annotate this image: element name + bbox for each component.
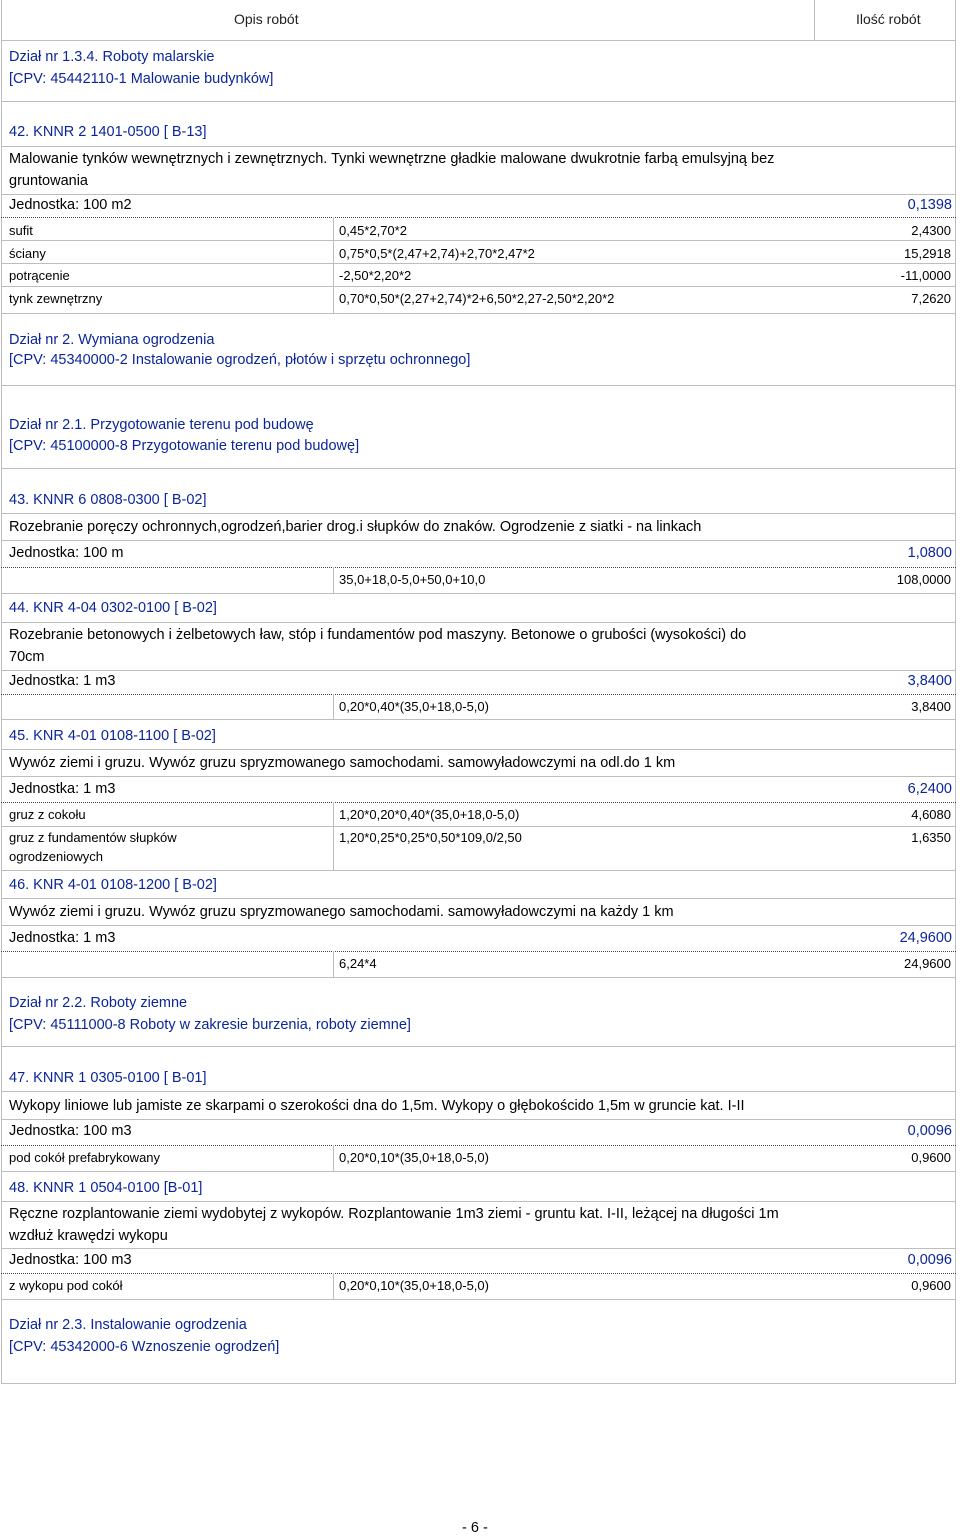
- row-rule: [1, 567, 956, 568]
- item-code: 44. KNR 4-04 0302-0100 [ B-02]: [9, 600, 217, 616]
- section-title: Dział nr 2.1. Przygotowanie terenu pod budowę: [9, 417, 314, 433]
- measure-value: -11,0000: [900, 268, 951, 283]
- row-rule: [1, 468, 956, 469]
- item-unit: Jednostka: 100 m3: [9, 1252, 132, 1268]
- row-rule: [1, 776, 956, 777]
- item-total: 24,9600: [899, 930, 952, 946]
- item-unit: Jednostka: 1 m3: [9, 930, 116, 946]
- section-title: Dział nr 2.3. Instalowanie ogrodzenia: [9, 1317, 247, 1333]
- row-rule: [1, 925, 956, 926]
- item-code: 47. KNNR 1 0305-0100 [ B-01]: [9, 1070, 207, 1086]
- measure-formula: 35,0+18,0-5,0+50,0+10,0: [339, 572, 486, 587]
- section-cpv: [CPV: 45111000-8 Roboty w zakresie burzenia, roboty ziemne]: [9, 1017, 411, 1033]
- page-number: - 6 -: [462, 1520, 488, 1536]
- row-rule: [1, 194, 956, 195]
- header-rule: [1, 40, 956, 41]
- item-total: 3,8400: [907, 673, 952, 689]
- row-rule: [1, 1248, 956, 1249]
- row-rule: [1, 513, 956, 514]
- item-code: 43. KNNR 6 0808-0300 [ B-02]: [9, 492, 207, 508]
- item-total: 1,0800: [907, 545, 952, 561]
- measure-value: 2,4300: [911, 223, 951, 238]
- row-rule: [1, 1046, 956, 1047]
- item-total: 0,1398: [907, 197, 952, 213]
- item-description: Malowanie tynków wewnętrznych i zewnętrznych. Tynki wewnętrzne gładkie malowane dwukrotnie farbą emulsyjną bez: [9, 151, 775, 167]
- measure-formula: -2,50*2,20*2: [339, 268, 412, 283]
- measure-value: 108,0000: [896, 572, 951, 587]
- row-rule: [1, 622, 956, 623]
- column-divider: [333, 694, 334, 719]
- row-rule: [1, 1299, 956, 1300]
- measure-label: sufit: [9, 223, 33, 238]
- item-total: 0,0096: [907, 1123, 952, 1139]
- measure-formula: 0,70*0,50*(2,27+2,74)*2+6,50*2,27-2,50*2,20*2: [339, 291, 615, 306]
- measure-value: 15,2918: [904, 246, 951, 261]
- measure-formula: 1,20*0,20*0,40*(35,0+18,0-5,0): [339, 807, 520, 822]
- item-description: 70cm: [9, 649, 45, 665]
- row-rule: [1, 263, 956, 264]
- header-divider: [814, 0, 815, 40]
- header-quantity: Ilość robót: [856, 11, 921, 27]
- row-rule: [1, 826, 956, 827]
- measure-label: tynk zewnętrzny: [9, 291, 103, 306]
- row-rule: [1, 870, 956, 871]
- item-description: Wykopy liniowe lub jamiste ze skarpami o szerokości dna do 1,5m. Wykopy o głębokoścido 1,5m w gruncie kat. I-II: [9, 1098, 745, 1114]
- section-cpv: [CPV: 45100000-8 Przygotowanie terenu pod budowę]: [9, 438, 360, 454]
- section-title: Dział nr 2.2. Roboty ziemne: [9, 995, 188, 1011]
- row-rule: [1, 898, 956, 899]
- item-description: Ręczne rozplantowanie ziemi wydobytej z wykopów. Rozplantowanie 1m3 ziemi - gruntu kat. I-II, leżącej na długości 1m: [9, 1206, 779, 1222]
- measure-value: 1,6350: [911, 830, 951, 845]
- column-divider: [333, 567, 334, 593]
- section-title: Dział nr 1.3.4. Roboty malarskie: [9, 49, 215, 65]
- measure-formula: 1,20*0,25*0,25*0,50*109,0/2,50: [339, 830, 522, 845]
- item-total: 6,2400: [907, 781, 952, 797]
- measure-formula: 0,20*0,10*(35,0+18,0-5,0): [339, 1278, 489, 1293]
- item-unit: Jednostka: 1 m3: [9, 673, 116, 689]
- section-title: Dział nr 2. Wymiana ogrodzenia: [9, 332, 215, 348]
- measure-value: 0,9600: [911, 1278, 951, 1293]
- row-rule: [1, 217, 956, 218]
- measure-value: 0,9600: [911, 1150, 951, 1165]
- row-rule: [1, 593, 956, 594]
- row-rule: [1, 1091, 956, 1092]
- row-rule: [1, 719, 956, 720]
- measure-value: 7,2620: [911, 291, 951, 306]
- column-divider: [333, 802, 334, 870]
- item-unit: Jednostka: 100 m: [9, 545, 124, 561]
- column-divider: [333, 1273, 334, 1299]
- item-code: 42. KNNR 2 1401-0500 [ B-13]: [9, 124, 207, 140]
- row-rule: [1, 977, 956, 978]
- item-unit: Jednostka: 100 m2: [9, 197, 132, 213]
- measure-formula: 6,24*4: [339, 956, 377, 971]
- measure-formula: 0,20*0,40*(35,0+18,0-5,0): [339, 699, 489, 714]
- header-description: Opis robót: [234, 11, 299, 27]
- row-rule: [1, 951, 956, 952]
- measure-label: ściany: [9, 246, 46, 261]
- measure-value: 24,9600: [904, 956, 951, 971]
- measure-label: z wykopu pod cokół: [9, 1278, 123, 1293]
- row-rule: [1, 694, 956, 695]
- item-total: 0,0096: [907, 1252, 952, 1268]
- item-code: 46. KNR 4-01 0108-1200 [ B-02]: [9, 877, 217, 893]
- row-rule: [1, 802, 956, 803]
- row-rule: [1, 1201, 956, 1202]
- measure-label: gruz z fundamentów słupków: [9, 830, 177, 845]
- row-rule: [1, 1273, 956, 1274]
- item-description: Rozebranie betonowych i żelbetowych ław, stóp i fundamentów pod maszyny. Betonowe o grubości (wysokości) do: [9, 627, 747, 643]
- measure-value: 4,6080: [911, 807, 951, 822]
- measure-value: 3,8400: [911, 699, 951, 714]
- column-divider: [333, 951, 334, 977]
- row-rule: [1, 540, 956, 541]
- item-unit: Jednostka: 100 m3: [9, 1123, 132, 1139]
- item-description: Wywóz ziemi i gruzu. Wywóz gruzu spryzmowanego samochodami. samowyładowczymi na odl.do 1 km: [9, 755, 676, 771]
- measure-label: potrącenie: [9, 268, 70, 283]
- item-description: Rozebranie poręczy ochronnych,ogrodzeń,barier drog.i słupków do znaków. Ogrodzenie z siatki - na linkach: [9, 519, 702, 535]
- item-code: 48. KNNR 1 0504-0100 [B-01]: [9, 1180, 203, 1196]
- item-code: 45. KNR 4-01 0108-1100 [ B-02]: [9, 728, 216, 744]
- measure-formula: 0,75*0,5*(2,47+2,74)+2,70*2,47*2: [339, 246, 535, 261]
- measure-formula: 0,45*2,70*2: [339, 223, 407, 238]
- row-rule: [1, 101, 956, 102]
- measure-label-continued: ogrodzeniowych: [9, 849, 103, 864]
- row-rule: [1, 146, 956, 147]
- row-rule: [1, 286, 956, 287]
- row-rule: [1, 1145, 956, 1146]
- item-description: gruntowania: [9, 173, 88, 189]
- row-rule: [1, 749, 956, 750]
- section-cpv: [CPV: 45342000-6 Wznoszenie ogrodzeń]: [9, 1339, 280, 1355]
- measure-label: gruz z cokołu: [9, 807, 86, 822]
- row-rule: [1, 313, 956, 314]
- row-rule: [1, 240, 956, 241]
- row-rule: [1, 1171, 956, 1172]
- table-frame: [1, 0, 956, 1384]
- row-rule: [1, 670, 956, 671]
- column-divider: [333, 217, 334, 313]
- row-rule: [1, 385, 956, 386]
- section-cpv: [CPV: 45442110-1 Malowanie budynków]: [9, 71, 274, 87]
- item-unit: Jednostka: 1 m3: [9, 781, 116, 797]
- measure-formula: 0,20*0,10*(35,0+18,0-5,0): [339, 1150, 489, 1165]
- measure-label: pod cokół prefabrykowany: [9, 1150, 161, 1165]
- column-divider: [333, 1145, 334, 1171]
- row-rule: [1, 1119, 956, 1120]
- item-description: wzdłuż krawędzi wykopu: [9, 1228, 168, 1244]
- section-cpv: [CPV: 45340000-2 Instalowanie ogrodzeń, płotów i sprzętu ochronnego]: [9, 352, 471, 368]
- item-description: Wywóz ziemi i gruzu. Wywóz gruzu spryzmowanego samochodami. samowyładowczymi na każdy 1 km: [9, 904, 674, 920]
